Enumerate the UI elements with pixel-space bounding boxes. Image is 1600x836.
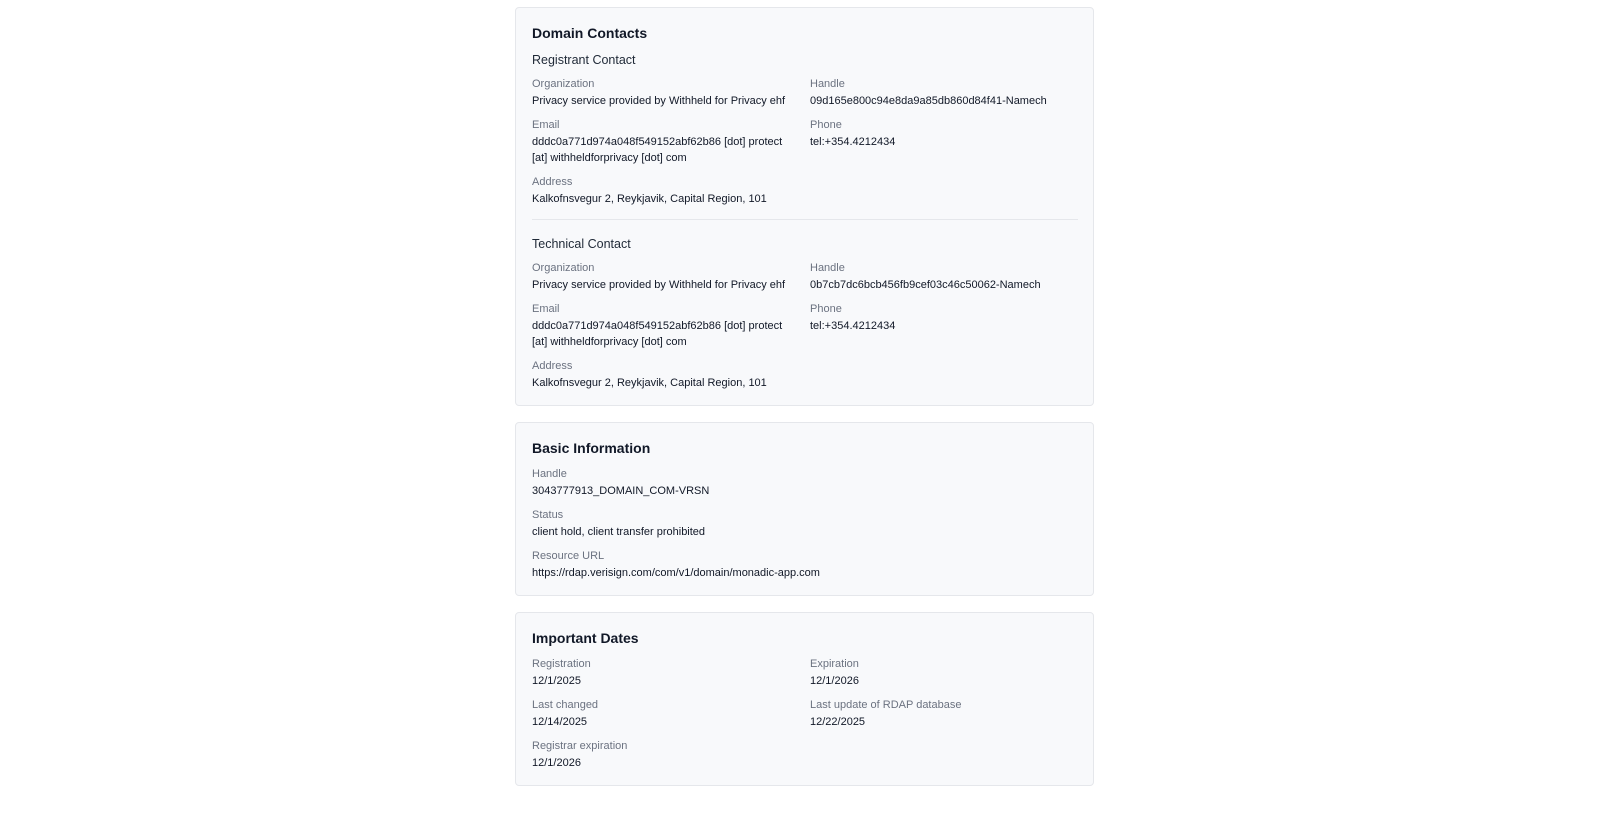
field-label: Organization — [532, 78, 595, 90]
important-dates-card — [515, 612, 1094, 786]
basic-resource-url-field — [532, 549, 1072, 581]
basic-handle-value: 3043777913_DOMAIN_COM-VRSN — [532, 485, 710, 497]
field-label: Address — [532, 360, 573, 372]
technical-address-value: Kalkofnsvegur 2, Reykjavik, Capital Region, 101 — [532, 377, 767, 389]
field-label: Handle — [810, 78, 845, 90]
domain-contacts-title: Domain Contacts — [532, 25, 648, 41]
field-label: Status — [532, 509, 564, 521]
basic-handle-field — [532, 467, 1072, 499]
field-label: Handle — [532, 468, 567, 480]
technical-handle-field — [810, 261, 1072, 293]
field-label: Registrar expiration — [532, 740, 628, 752]
technical-organization-field — [532, 261, 810, 293]
technical-organization-value: Privacy service provided by Withheld for Privacy ehf — [532, 279, 786, 291]
field-label: Phone — [810, 119, 842, 131]
registrant-phone-field — [810, 118, 1072, 166]
registrar-expiration-date-field — [532, 739, 810, 771]
technical-handle-value: 0b7cb7dc6bcb456fb9cef03c46c50062-Namech — [810, 279, 1041, 291]
technical-phone-value: tel:+354.4212434 — [810, 320, 896, 332]
field-label: Expiration — [810, 658, 859, 670]
registrant-handle-field — [810, 77, 1072, 109]
field-label: Last update of RDAP database — [810, 699, 962, 711]
registrant-contact-title: Registrant Contact — [532, 53, 636, 67]
technical-contact-section — [532, 236, 1078, 391]
registrant-address-value: Kalkofnsvegur 2, Reykjavik, Capital Region, 101 — [532, 193, 767, 205]
field-label: Email — [532, 119, 560, 131]
content-column — [515, 7, 1094, 802]
last-update-date-value: 12/22/2025 — [810, 716, 866, 728]
registrant-organization-value: Privacy service provided by Withheld for Privacy ehf — [532, 95, 786, 107]
field-label: Handle — [810, 262, 845, 274]
expiration-date-field — [810, 657, 1072, 689]
domain-contacts-card — [515, 7, 1094, 406]
field-label: Address — [532, 176, 573, 188]
field-label: Email — [532, 303, 560, 315]
last-changed-date-value: 12/14/2025 — [532, 716, 588, 728]
registrant-organization-field — [532, 77, 810, 109]
technical-address-field — [532, 359, 1072, 391]
field-label: Phone — [810, 303, 842, 315]
registrant-handle-value: 09d165e800c94e8da9a85db860d84f41-Namech — [810, 95, 1047, 107]
registrant-email-value: dddc0a771d974a048f549152abf62b86 [dot] protect [at] withheldforprivacy [dot] com — [532, 136, 783, 164]
registration-date-value: 12/1/2025 — [532, 675, 581, 687]
registration-date-field — [532, 657, 810, 689]
important-dates-title: Important Dates — [532, 630, 639, 646]
section-divider — [532, 219, 1078, 220]
registrant-address-field — [532, 175, 1072, 207]
field-label: Last changed — [532, 699, 599, 711]
basic-status-value: client hold, client transfer prohibited — [532, 526, 706, 538]
field-label: Registration — [532, 658, 591, 670]
last-changed-date-field — [532, 698, 810, 730]
technical-email-value: dddc0a771d974a048f549152abf62b86 [dot] protect [at] withheldforprivacy [dot] com — [532, 320, 783, 348]
expiration-date-value: 12/1/2026 — [810, 675, 859, 687]
field-label: Organization — [532, 262, 595, 274]
basic-information-card — [515, 422, 1094, 596]
technical-contact-title: Technical Contact — [532, 237, 631, 251]
basic-status-field — [532, 508, 1072, 540]
basic-information-title: Basic Information — [532, 440, 651, 456]
registrant-email-field — [532, 118, 810, 166]
technical-phone-field — [810, 302, 1072, 350]
registrar-expiration-date-value: 12/1/2026 — [532, 757, 581, 769]
registrant-phone-value: tel:+354.4212434 — [810, 136, 896, 148]
field-label: Resource URL — [532, 550, 605, 562]
registrant-contact-section — [532, 52, 1078, 207]
last-update-date-field — [810, 698, 1072, 730]
technical-email-field — [532, 302, 810, 350]
basic-resource-url-value: https://rdap.verisign.com/com/v1/domain/monadic-app.com — [532, 567, 820, 579]
